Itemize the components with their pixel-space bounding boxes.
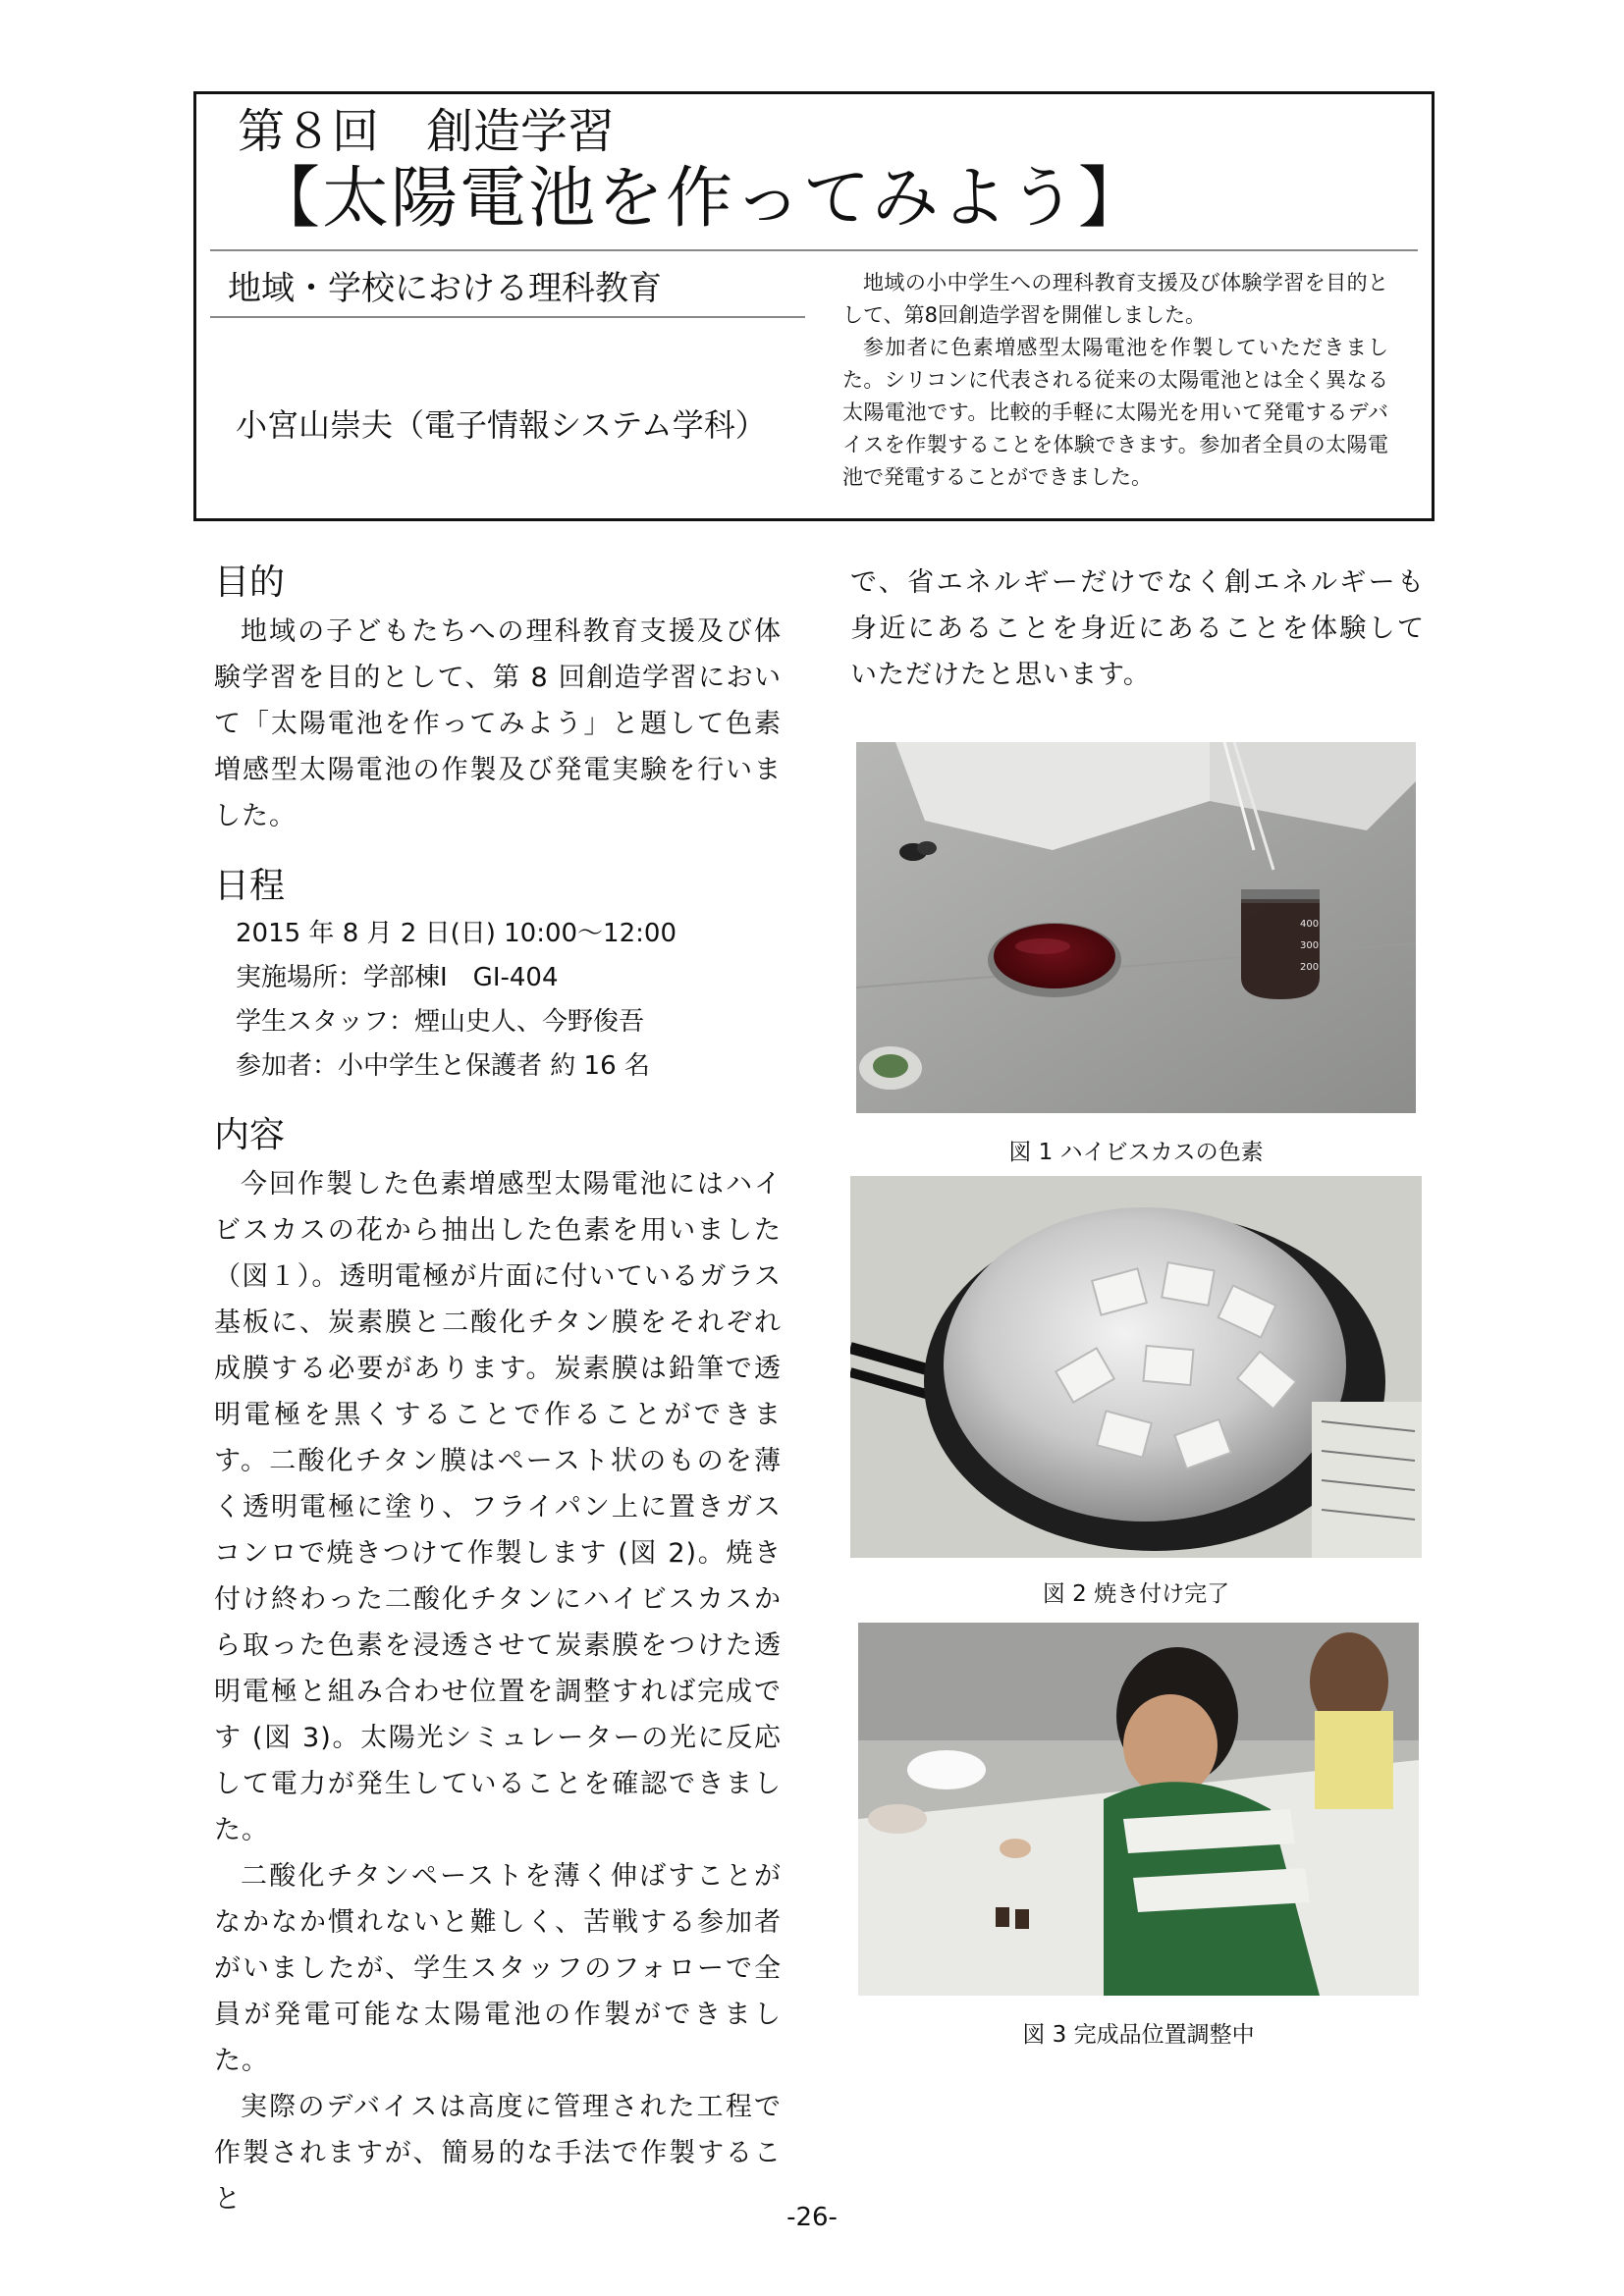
figure-3-photo <box>858 1623 1419 1996</box>
category-divider <box>210 316 805 318</box>
title-divider <box>210 249 1418 251</box>
figure-1-caption: 図 1 ハイビスカスの色素 <box>1008 1140 1264 1165</box>
schedule-item: 参加者：小中学生と保護者 約 16 名 <box>236 1051 650 1081</box>
beaker-label: 300 <box>1300 940 1320 951</box>
right-column-text <box>850 560 1425 698</box>
beaker-label: 400 <box>1300 919 1320 930</box>
baking-photo <box>850 1176 1422 1558</box>
page-title: 【太陽電池を作ってみよう】 <box>253 160 1148 238</box>
content-paragraph: 実際のデバイスは高度に管理された工程で作製されますが、簡易的な手法で作製すること <box>214 2092 782 2215</box>
purpose-heading: 目的 <box>214 562 286 603</box>
schedule-list <box>214 912 782 1089</box>
author-line: 小宮山崇夫（電子情報システム学科） <box>236 406 767 444</box>
category-label: 地域・学校における理科教育 <box>228 269 662 308</box>
figure-2-caption: 図 2 焼き付け完了 <box>1042 1581 1230 1607</box>
schedule-heading: 日程 <box>214 866 286 906</box>
abstract-paragraph: 参加者に色素増感型太陽電池を作製していただきました。シリコンに代表される従来の太陽電池とは全く異なる太陽電池です。比較的手軽に太陽光を用いて発電するデバイスを作製することを体験できます。参加者全員の太陽電池で発電することができました。 <box>842 336 1388 489</box>
abstract-paragraph: 地域の小中学生への理科教育支援及び体験学習を目的として、第8回創造学習を開催しました。 <box>842 271 1388 327</box>
content-paragraph: 二酸化チタンペーストを薄く伸ばすことがなかなか慣れないと難しく、苦戦する参加者がいましたが、学生スタッフのフォローで全員が発電可能な太陽電池の作製ができました。 <box>214 1861 782 2076</box>
schedule-item: 2015 年 8 月 2 日(日) 10:00～12:00 <box>236 919 677 948</box>
figure-1-photo <box>856 742 1416 1113</box>
figure-3-caption: 図 3 完成品位置調整中 <box>1022 2022 1255 2048</box>
student-photo <box>858 1623 1419 1996</box>
beaker-label: 200 <box>1300 962 1320 973</box>
abstract <box>842 267 1388 494</box>
purpose-body: 地域の子どもたちへの理科教育支援及び体験学習を目的として、第 8 回創造学習において「太陽電池を作ってみよう」と題して色素増感型太陽電池の作製及び発電実験を行いました。 <box>214 616 782 831</box>
content-paragraph: 今回作製した色素増感型太陽電池にはハイビスカスの花から抽出した色素を用いました（図１）。透明電極が片面に付いているガラス基板に、炭素膜と二酸化チタン膜をそれぞれ成膜する必要があります。炭素膜は鉛筆で透明電極を黒くすることで作ることができます。二酸化チタン膜はペースト状のものを薄く透明電極に塗り、フライパン上に置きガスコンロで焼きつけて作製します (図 2)。焼き付け終わった二酸化チタンにハイビスカスから取った色素を浸透させて炭素膜をつけた透明電極と組み合わせ位置を調整すれば完成です (図 3)。太陽光シミュレーターの光に反応して電力が発生していることを確認できました。 <box>214 1169 782 1845</box>
page-number: -26- <box>786 2203 838 2232</box>
series-title: 第８回 創造学習 <box>238 104 616 159</box>
figure-2-photo <box>850 1176 1422 1558</box>
left-column <box>214 558 782 2222</box>
content-heading: 内容 <box>214 1115 286 1155</box>
content-continuation: で、省エネルギーだけでなく創エネルギーも身近にあることを身近にあることを体験していただけたと思います。 <box>850 567 1425 690</box>
schedule-item: 実施場所：学部棟Ⅰ GI-404 <box>236 963 559 992</box>
hibiscus-dye-photo <box>856 742 1416 1113</box>
schedule-item: 学生スタッフ：煙山史人、今野俊吾 <box>236 1007 645 1037</box>
